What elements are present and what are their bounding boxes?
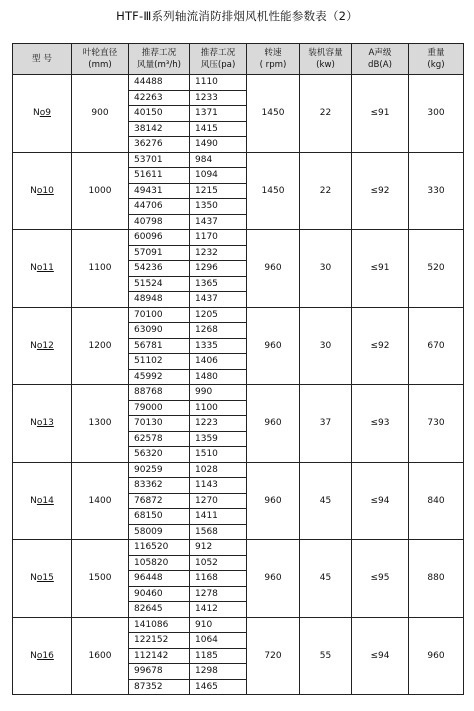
pressure-cell: 910 xyxy=(190,617,247,633)
airflow-cell: 40798 xyxy=(129,214,190,230)
pressure-cell: 1185 xyxy=(190,648,247,664)
model-prefix: N xyxy=(30,495,37,506)
speed-cell: 1450 xyxy=(247,75,300,153)
model-cell xyxy=(13,462,72,540)
pressure-cell: 1278 xyxy=(190,586,247,602)
weight-cell: 670 xyxy=(409,307,464,385)
pressure-cell: 1415 xyxy=(190,121,247,137)
diameter-cell: 1100 xyxy=(72,230,129,308)
pressure-cell: 1270 xyxy=(190,493,247,509)
weight-cell: 840 xyxy=(409,462,464,540)
noise-cell: ≤94 xyxy=(352,617,409,695)
pressure-cell: 1510 xyxy=(190,447,247,463)
pressure-cell: 1359 xyxy=(190,431,247,447)
pressure-cell: 1411 xyxy=(190,509,247,525)
header-power: 装机容量 (kw) xyxy=(300,44,352,75)
model-cell xyxy=(13,617,72,695)
model-number: o14 xyxy=(36,495,54,506)
airflow-cell: 38142 xyxy=(129,121,190,137)
airflow-cell: 56781 xyxy=(129,338,190,354)
airflow-cell: 54236 xyxy=(129,261,190,277)
airflow-cell: 141086 xyxy=(129,617,190,633)
pressure-cell: 1335 xyxy=(190,338,247,354)
power-cell: 30 xyxy=(300,230,352,308)
airflow-cell: 62578 xyxy=(129,431,190,447)
pressure-cell: 1465 xyxy=(190,679,247,695)
airflow-cell: 87352 xyxy=(129,679,190,695)
airflow-cell: 99678 xyxy=(129,664,190,680)
header-noise: A声级 dB(A) xyxy=(352,44,409,75)
model-number: o9 xyxy=(39,108,51,118)
table-row xyxy=(13,75,464,91)
pressure-cell: 1437 xyxy=(190,292,247,308)
pressure-cell: 1412 xyxy=(190,602,247,618)
power-cell: 45 xyxy=(300,462,352,540)
pressure-cell: 1350 xyxy=(190,199,247,215)
table-row xyxy=(13,617,464,633)
speed-cell: 720 xyxy=(247,617,300,695)
header-row xyxy=(13,44,464,75)
pressure-cell: 1110 xyxy=(190,75,247,91)
noise-cell: ≤92 xyxy=(352,152,409,230)
airflow-cell: 112142 xyxy=(129,648,190,664)
model-cell xyxy=(13,152,72,230)
pressure-cell: 1371 xyxy=(190,106,247,122)
airflow-cell: 83362 xyxy=(129,478,190,494)
model-cell xyxy=(13,307,72,385)
pressure-cell: 1233 xyxy=(190,90,247,106)
pressure-cell: 1296 xyxy=(190,261,247,277)
header-airflow: 推荐工况 风量(m³/h) xyxy=(129,44,190,75)
airflow-cell: 36276 xyxy=(129,137,190,153)
header-pressure: 推荐工况 风压(pa) xyxy=(190,44,247,75)
airflow-cell: 105820 xyxy=(129,555,190,571)
performance-table xyxy=(12,43,464,695)
airflow-cell: 88768 xyxy=(129,385,190,401)
table-body xyxy=(13,75,464,695)
model-cell xyxy=(13,75,72,153)
pressure-cell: 1232 xyxy=(190,245,247,261)
pressure-cell: 1170 xyxy=(190,230,247,246)
airflow-cell: 40150 xyxy=(129,106,190,122)
airflow-cell: 48948 xyxy=(129,292,190,308)
diameter-cell: 1200 xyxy=(72,307,129,385)
pressure-cell: 1028 xyxy=(190,462,247,478)
pressure-cell: 1215 xyxy=(190,183,247,199)
power-cell: 22 xyxy=(300,75,352,153)
pressure-cell: 1406 xyxy=(190,354,247,370)
airflow-cell: 51102 xyxy=(129,354,190,370)
airflow-cell: 96448 xyxy=(129,571,190,587)
model-number: o15 xyxy=(36,573,54,583)
model-number: o11 xyxy=(36,263,54,273)
airflow-cell: 58009 xyxy=(129,524,190,540)
model-prefix: N xyxy=(30,263,37,273)
pressure-cell: 1052 xyxy=(190,555,247,571)
pressure-cell: 1143 xyxy=(190,478,247,494)
speed-cell: 960 xyxy=(247,385,300,463)
power-cell: 30 xyxy=(300,307,352,385)
page-title: HTF-Ⅲ系列轴流消防排烟风机性能参数表（2） xyxy=(116,9,358,23)
model-number: o16 xyxy=(36,650,54,661)
weight-cell: 520 xyxy=(409,230,464,308)
noise-cell: ≤92 xyxy=(352,307,409,385)
table-row xyxy=(13,152,464,168)
table-row xyxy=(13,462,464,478)
airflow-cell: 122152 xyxy=(129,633,190,649)
airflow-cell: 116520 xyxy=(129,540,190,556)
noise-cell: ≤93 xyxy=(352,385,409,463)
speed-cell: 960 xyxy=(247,540,300,618)
weight-cell: 960 xyxy=(409,617,464,695)
diameter-cell: 1600 xyxy=(72,617,129,695)
pressure-cell: 1437 xyxy=(190,214,247,230)
pressure-cell: 1223 xyxy=(190,416,247,432)
weight-cell: 300 xyxy=(409,75,464,153)
speed-cell: 960 xyxy=(247,462,300,540)
airflow-cell: 70100 xyxy=(129,307,190,323)
pressure-cell: 1268 xyxy=(190,323,247,339)
model-number: o13 xyxy=(36,418,54,428)
header-weight: 重量 (kg) xyxy=(409,44,464,75)
airflow-cell: 82645 xyxy=(129,602,190,618)
pressure-cell: 1365 xyxy=(190,276,247,292)
airflow-cell: 76872 xyxy=(129,493,190,509)
pressure-cell: 1480 xyxy=(190,369,247,385)
airflow-cell: 42263 xyxy=(129,90,190,106)
model-number: o12 xyxy=(36,340,54,351)
table-row xyxy=(13,540,464,556)
model-cell xyxy=(13,385,72,463)
noise-cell: ≤91 xyxy=(352,75,409,153)
table-row xyxy=(13,230,464,246)
diameter-cell: 1000 xyxy=(72,152,129,230)
header-model: 型 号 xyxy=(13,44,72,75)
noise-cell: ≤94 xyxy=(352,462,409,540)
model-cell xyxy=(13,230,72,308)
pressure-cell: 1168 xyxy=(190,571,247,587)
airflow-cell: 60096 xyxy=(129,230,190,246)
airflow-cell: 49431 xyxy=(129,183,190,199)
model-prefix: N xyxy=(30,573,37,583)
power-cell: 22 xyxy=(300,152,352,230)
pressure-cell: 1568 xyxy=(190,524,247,540)
airflow-cell: 51611 xyxy=(129,168,190,184)
weight-cell: 880 xyxy=(409,540,464,618)
airflow-cell: 90460 xyxy=(129,586,190,602)
model-cell xyxy=(13,540,72,618)
airflow-cell: 53701 xyxy=(129,152,190,168)
model-prefix: N xyxy=(30,340,37,351)
weight-cell: 730 xyxy=(409,385,464,463)
power-cell: 55 xyxy=(300,617,352,695)
airflow-cell: 70130 xyxy=(129,416,190,432)
airflow-cell: 63090 xyxy=(129,323,190,339)
model-prefix: N xyxy=(30,418,37,428)
diameter-cell: 1500 xyxy=(72,540,129,618)
model-prefix: N xyxy=(33,108,40,118)
speed-cell: 1450 xyxy=(247,152,300,230)
pressure-cell: 1094 xyxy=(190,168,247,184)
header-diameter: 叶轮直径 (mm) xyxy=(72,44,129,75)
table-header xyxy=(13,44,464,75)
speed-cell: 960 xyxy=(247,230,300,308)
pressure-cell: 1100 xyxy=(190,400,247,416)
power-cell: 45 xyxy=(300,540,352,618)
model-number: o10 xyxy=(36,185,54,196)
diameter-cell: 1400 xyxy=(72,462,129,540)
airflow-cell: 51524 xyxy=(129,276,190,292)
airflow-cell: 90259 xyxy=(129,462,190,478)
pressure-cell: 1298 xyxy=(190,664,247,680)
airflow-cell: 44488 xyxy=(129,75,190,91)
airflow-cell: 45992 xyxy=(129,369,190,385)
noise-cell: ≤91 xyxy=(352,230,409,308)
pressure-cell: 912 xyxy=(190,540,247,556)
model-prefix: N xyxy=(30,185,37,196)
pressure-cell: 1064 xyxy=(190,633,247,649)
airflow-cell: 44706 xyxy=(129,199,190,215)
weight-cell: 330 xyxy=(409,152,464,230)
airflow-cell: 57091 xyxy=(129,245,190,261)
table-row xyxy=(13,385,464,401)
airflow-cell: 68150 xyxy=(129,509,190,525)
table-row xyxy=(13,307,464,323)
diameter-cell: 1300 xyxy=(72,385,129,463)
pressure-cell: 990 xyxy=(190,385,247,401)
header-speed: 转速 ( rpm) xyxy=(247,44,300,75)
pressure-cell: 984 xyxy=(190,152,247,168)
airflow-cell: 79000 xyxy=(129,400,190,416)
model-prefix: N xyxy=(30,650,37,661)
pressure-cell: 1205 xyxy=(190,307,247,323)
power-cell: 37 xyxy=(300,385,352,463)
pressure-cell: 1490 xyxy=(190,137,247,153)
speed-cell: 960 xyxy=(247,307,300,385)
diameter-cell: 900 xyxy=(72,75,129,153)
airflow-cell: 56320 xyxy=(129,447,190,463)
noise-cell: ≤95 xyxy=(352,540,409,618)
